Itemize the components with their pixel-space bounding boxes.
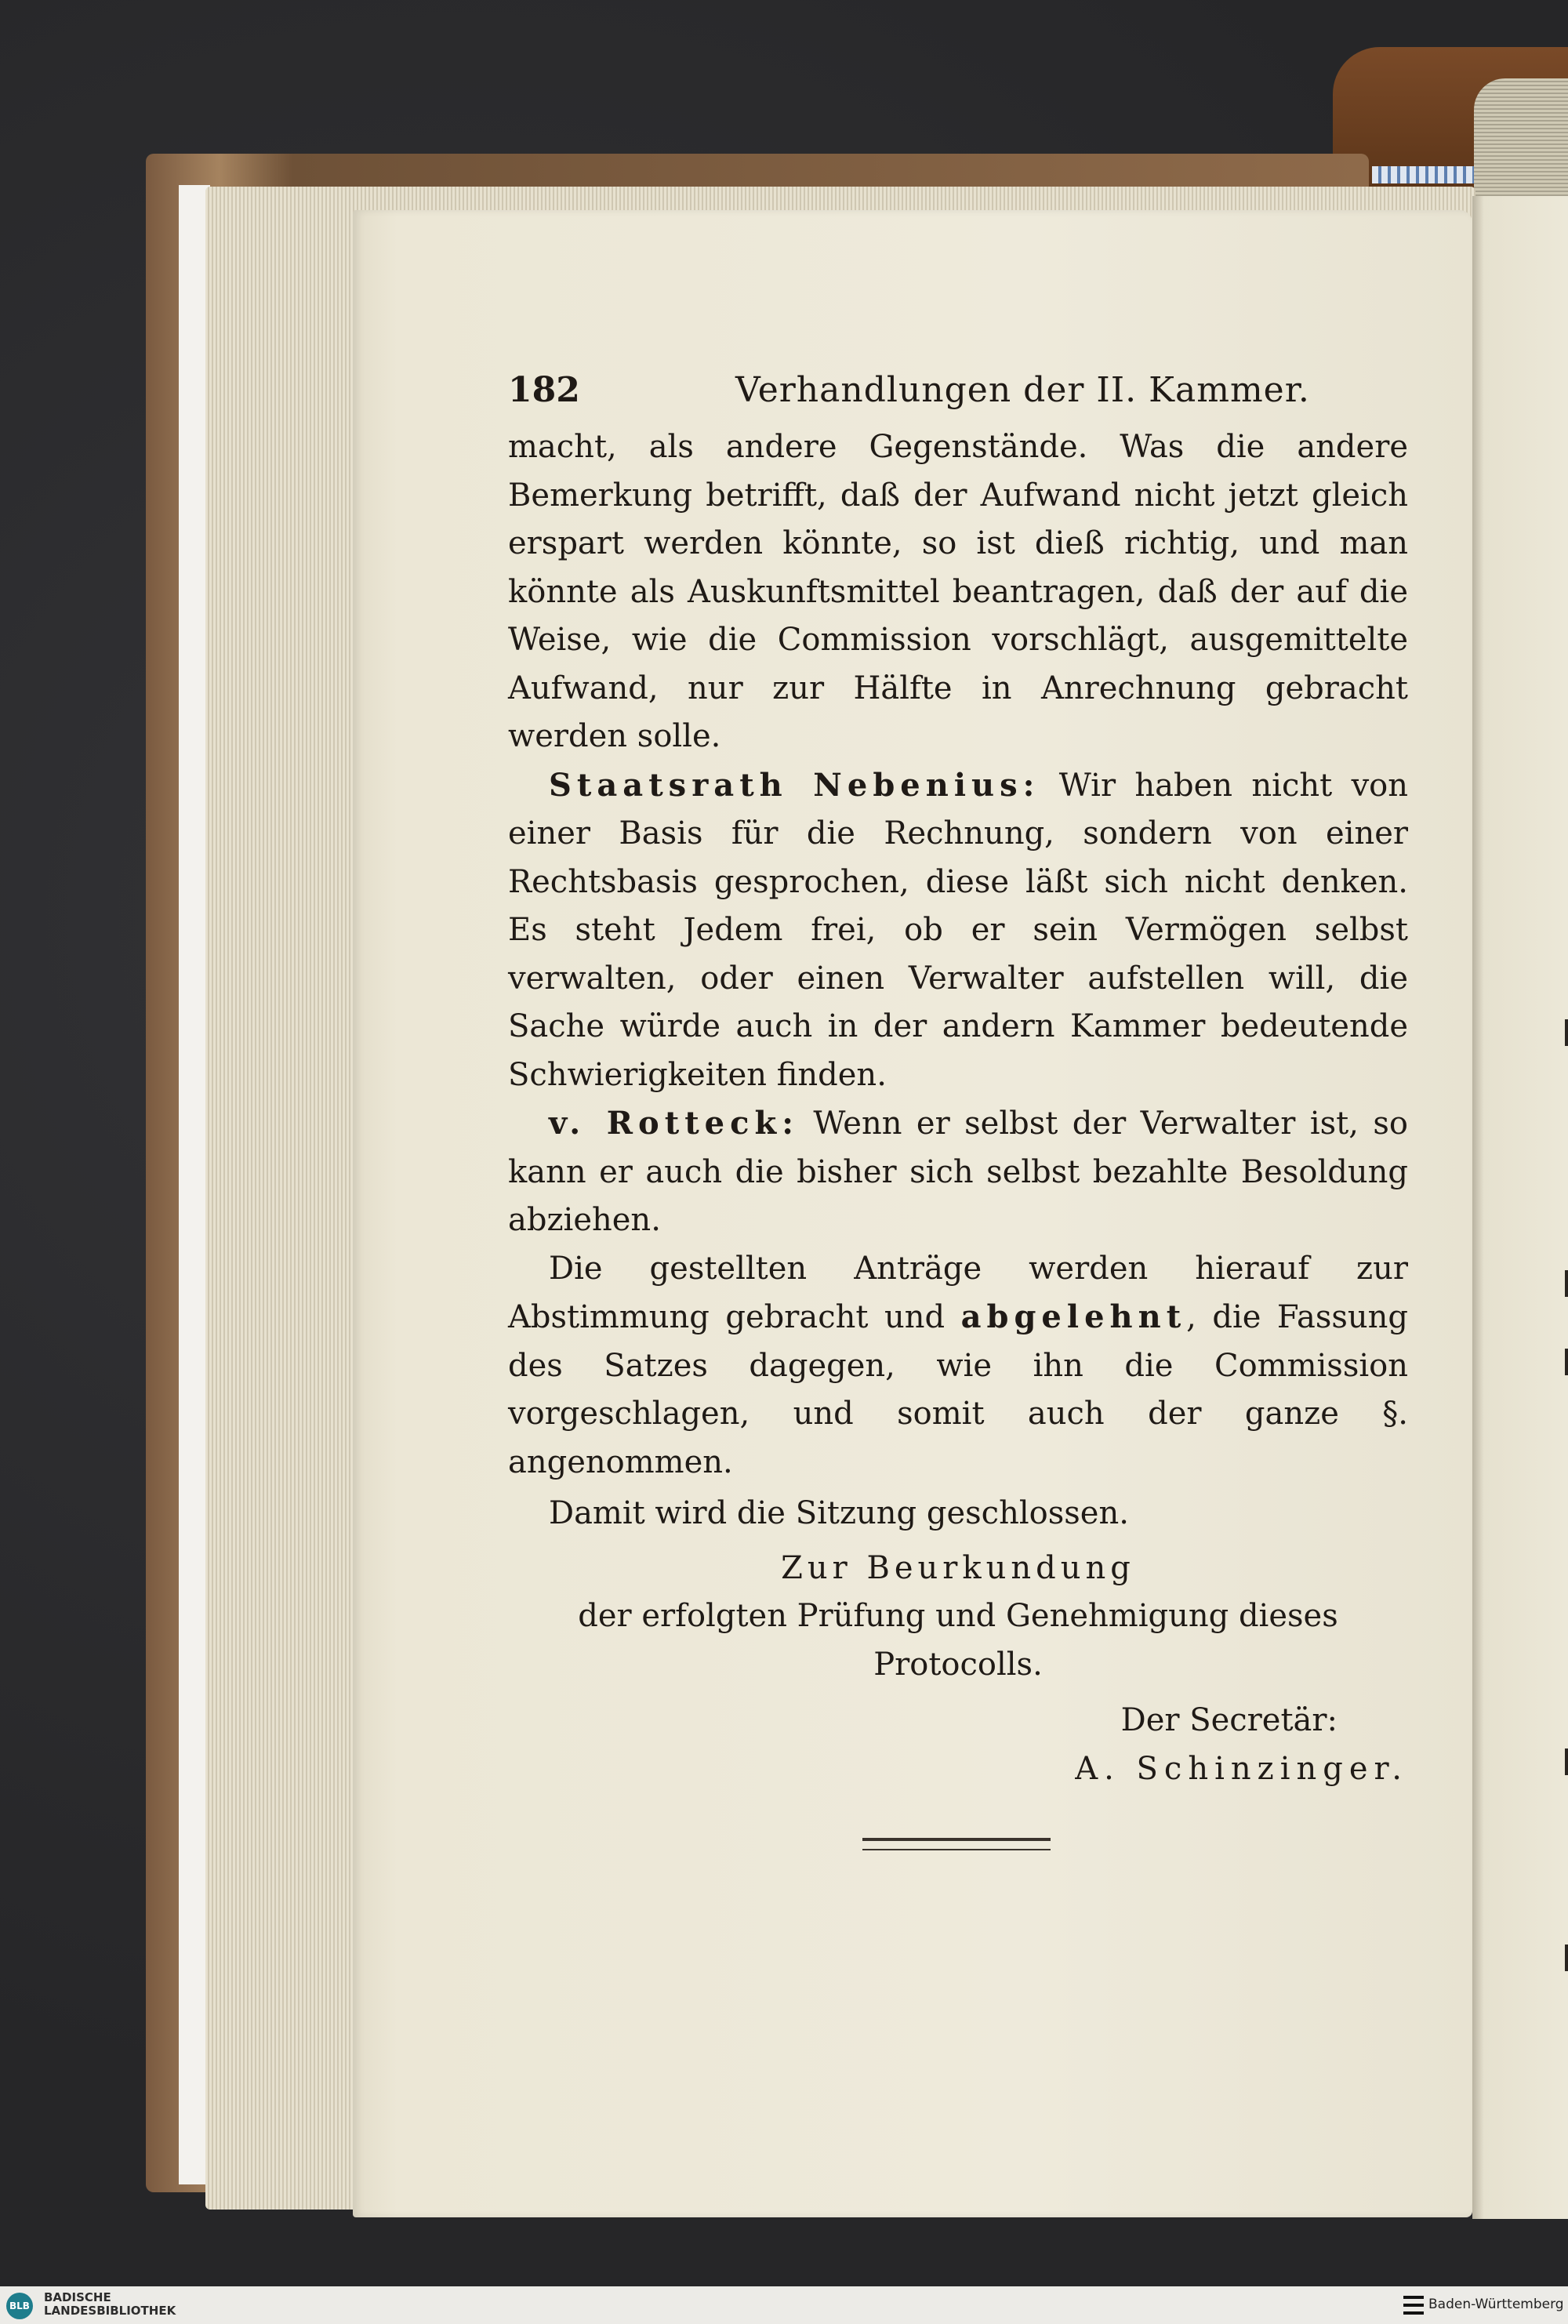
paragraph-vote — [508, 1245, 1408, 1487]
secretary-label: Der Secretär: — [1120, 1702, 1338, 1738]
vote-text-before: Die gestellten Anträge werden hierauf zur Abstimmung gebracht und — [508, 1250, 1408, 1335]
vote-result-emphasis: abgelehnt — [960, 1298, 1187, 1335]
paragraph-closing: Damit wird die Sitzung geschlossen. — [549, 1495, 1129, 1531]
secretary-name: A. Schinzinger. — [1075, 1750, 1408, 1787]
blb-logo-icon[interactable]: BLB — [6, 2293, 33, 2319]
page-number: 182 — [508, 370, 580, 410]
page-header — [508, 369, 1408, 412]
speaker-nebenius: Staatsrath Nebenius: — [549, 766, 1040, 804]
viewer-footer — [0, 2286, 1568, 2324]
certification-heading: Zur Beurkundung — [781, 1549, 1135, 1586]
speech-nebenius: Wir haben nicht von einer Basis für die Rechnung, sondern von einer Rechtsbasis gesprochen, diese läßt sich nicht denken. Es steht Jedem frei, ob er sein Vermögen selbst verwalten, oder einen Verwalter aufstellen will, die Sache würde auch in der andern Kammer bedeutende Schwierigkeiten finden. — [508, 767, 1409, 1093]
running-title: Verhandlungen der II. Kammer. — [735, 370, 1310, 410]
page-edges-top — [1474, 78, 1568, 196]
facing-page — [1472, 196, 1568, 2219]
speech-rotteck: Wenn er selbst der Verwalter ist, so kann er auch die bisher sich selbst bezahlte Besoldung abziehen. — [508, 1106, 1409, 1238]
certification-line: der erfolgten Prüfung und Genehmigung dieses Protocolls. — [578, 1598, 1338, 1683]
vote-text-after: , die Fassung des Satzes dagegen, wie ihn die Commission vorgeschlagen, und somit auch der ganze §. angenommen. — [508, 1299, 1409, 1480]
library-name-line2: LANDESBIBLIOTHEK — [44, 2304, 176, 2318]
speaker-rotteck: v. Rotteck: — [549, 1105, 799, 1142]
paragraph-rotteck — [508, 1099, 1408, 1245]
page-content — [508, 369, 1408, 1793]
state-name: Baden-Württemberg — [1428, 2297, 1564, 2312]
bookmark-ribbon — [1372, 166, 1474, 183]
paragraph-1: macht, als andere Gegenstände. Was die andere Bemerkung betrifft, daß der Aufwand nicht jetzt gleich erspart werden könnte, so ist dieß richtig, und man könnte als Auskunftsmittel beantragen, daß der auf die Weise, wie die Commission vorschlägt, ausgemittelte Aufwand, nur zur Hälfte in Anrechnung gebracht werden solle. — [508, 429, 1408, 754]
state-coat-of-arms-icon — [1403, 2294, 1424, 2316]
library-name — [44, 2291, 176, 2318]
library-name-line1: BADISCHE — [44, 2290, 111, 2304]
end-rule-divider — [862, 1838, 1051, 1850]
paragraph-nebenius — [508, 761, 1408, 1100]
